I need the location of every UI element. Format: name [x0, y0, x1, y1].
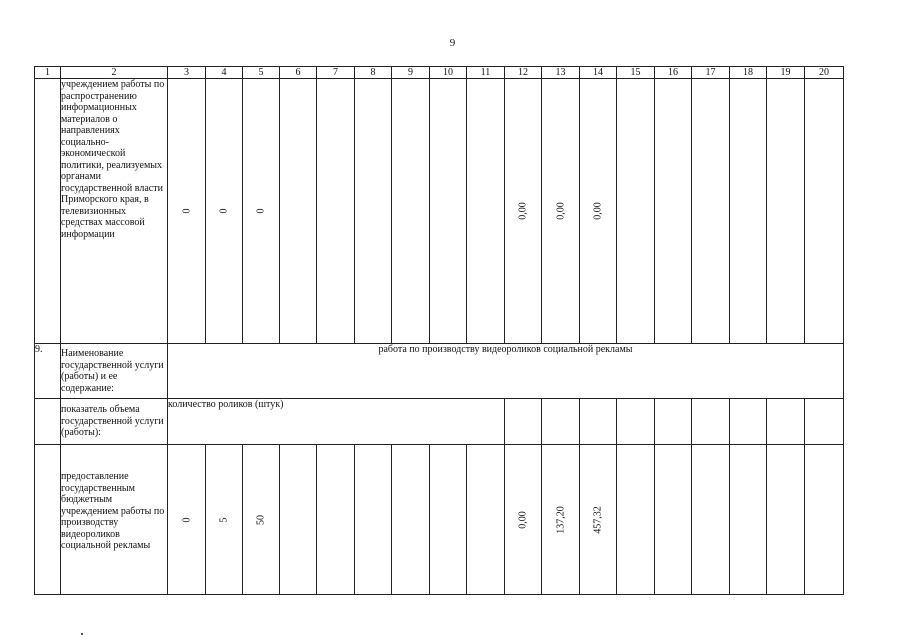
header-cell: 20 [805, 67, 844, 79]
table-row [35, 79, 844, 344]
value-cell: 5 [206, 445, 243, 595]
page-number: 9 [449, 37, 456, 49]
table-row [35, 399, 844, 445]
header-cell: 10 [430, 67, 467, 79]
value-cell: 0 [168, 79, 206, 344]
header-cell: 19 [767, 67, 805, 79]
header-cell: 1 [35, 67, 61, 79]
service-content: работа по производству видеороликов социальной рекламы [168, 344, 844, 399]
header-cell: 12 [505, 67, 542, 79]
volume-unit: количество роликов (штук) [168, 399, 505, 445]
value-cell: 0 [243, 79, 280, 344]
value-cell: 0,00 [505, 79, 542, 344]
value-cell: 0 [206, 79, 243, 344]
value-cell: 0,00 [542, 79, 580, 344]
scan-mark [81, 633, 83, 635]
header-cell: 9 [392, 67, 430, 79]
table-row [35, 445, 844, 595]
header-cell: 5 [243, 67, 280, 79]
header-cell: 11 [467, 67, 505, 79]
header-cell: 18 [730, 67, 767, 79]
value-cell: 50 [243, 445, 280, 595]
work-description: предоставление государственным бюджетным учреждением работы по производству видеороликов социальной рекламы [61, 445, 168, 595]
header-row [35, 67, 844, 79]
header-cell: 16 [655, 67, 692, 79]
volume-indicator-label: показатель объема государственной услуги (работы): [61, 399, 168, 445]
row-number: 9. [35, 344, 61, 399]
header-cell: 6 [280, 67, 317, 79]
header-cell: 2 [61, 67, 168, 79]
header-cell: 17 [692, 67, 730, 79]
header-cell: 4 [206, 67, 243, 79]
service-name-label: Наименование государственной услуги (работы) и ее содержание: [61, 344, 168, 399]
value-cell: 457,32 [580, 445, 617, 595]
work-description: учреждением работы по распространению информационных материалов о направлениях социально-экономической политики, реализуемых органами государственной власти Приморского края, в телевизионных средствах массовой информации [61, 79, 168, 344]
header-cell: 7 [317, 67, 355, 79]
header-cell: 15 [617, 67, 655, 79]
value-cell: 0 [168, 445, 206, 595]
value-cell: 137,20 [542, 445, 580, 595]
header-cell: 14 [580, 67, 617, 79]
budget-table [34, 66, 844, 595]
header-cell: 3 [168, 67, 206, 79]
table-row [35, 344, 844, 399]
row-number-cell [35, 79, 61, 344]
value-cell: 0,00 [505, 445, 542, 595]
row-number-cell [35, 445, 61, 595]
header-cell: 8 [355, 67, 392, 79]
header-cell: 13 [542, 67, 580, 79]
value-cell: 0,00 [580, 79, 617, 344]
row-number-cell [35, 399, 61, 445]
